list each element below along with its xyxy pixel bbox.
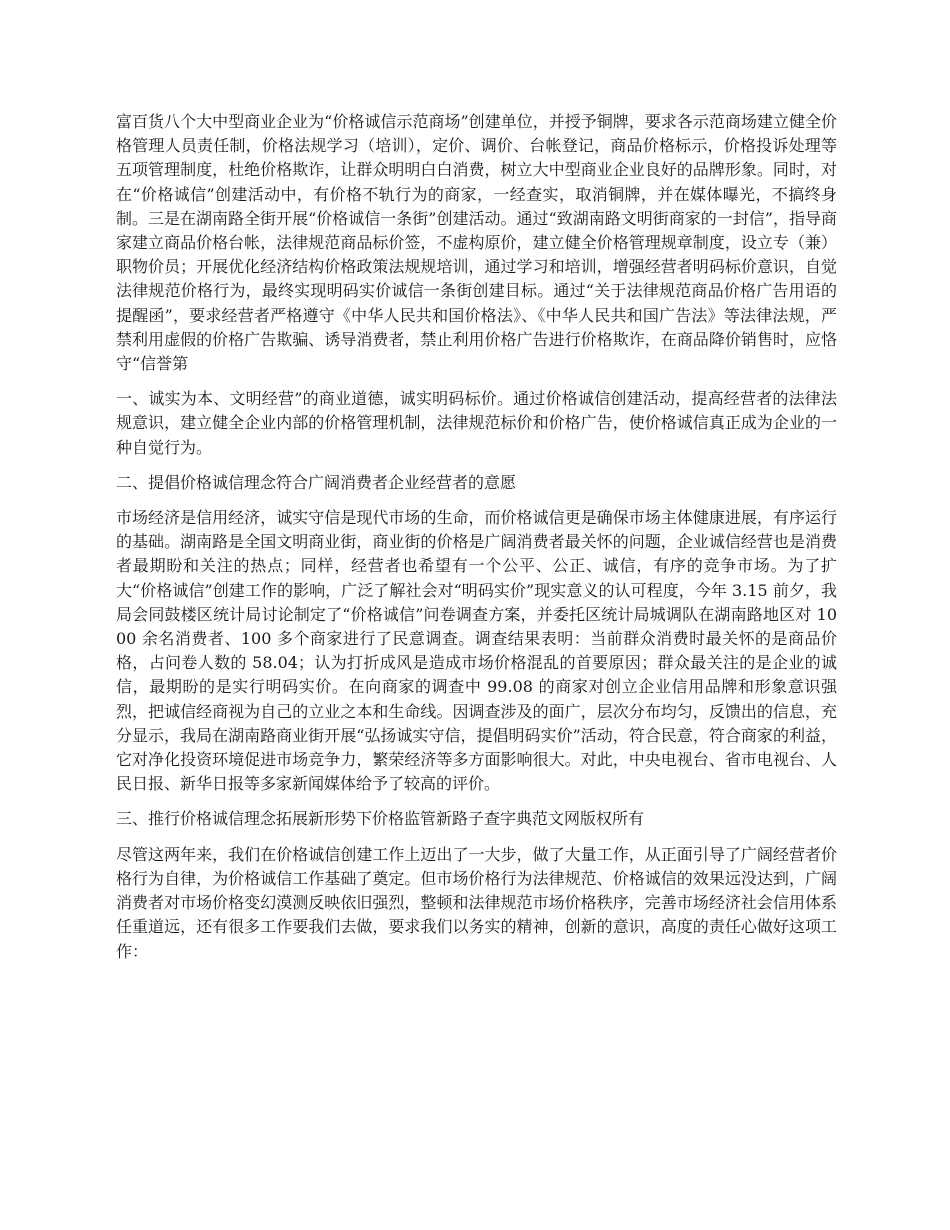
paragraph-conclusion: 尽管这两年来，我们在价格诚信创建工作上迈出了一大步，做了大量工作，从正面引导了广阔经营者价格行为自律，为价格诚信工作基础了奠定。但市场价格行为法律规范、价格诚信的效果远没达到，广阔消费者对市场价格变幻漠测反映依旧强烈，整顿和法律规范市场价格秩序，完善市场经济社会信用体系任重道远，还有很多工作要我们去做，要求我们以务实的精神，创新的意识，高度的责任心做好这项工作： [116, 844, 837, 961]
section-heading-three: 三、推行价格诚信理念拓展新形势下价格监管新路子查字典范文网版权所有 [116, 809, 645, 829]
document-body [116, 110, 837, 975]
paragraph-market-economy: 市场经济是信用经济，诚实守信是现代市场的生命，而价格诚信更是确保市场主体健康进展，有序运行的基础。湖南路是全国文明商业街，商业街的价格是广阔消费者最关怀的问题，企业诚信经营也是消费者最期盼和关注的热点；同样，经营者也希望有一个公平、公正、诚信，有序的竞争市场。为了扩大“价格诚信”创建工作的影响，广泛了解社会对“明码实价”现实意义的认可程度，今年 3.15 前夕，我局会同鼓楼区统计局讨论制定了“价格诚信”问卷调查方案，并委托区统计局城调队在湖南路地区对 1000 余名消费者、100 多个商家进行了民意调查。调查结果表明：当前群众消费时最关怀的是商品价格，占问卷人数的 58.04；认为打折成风是造成市场价格混乱的首要原因；群众最关注的是企业的诚信，最期盼的是实行明码实价。在向商家的调查中 99.08 的商家对创立企业信用品牌和形象意识强烈，把诚信经商视为自己的立业之本和生命线。因调查涉及的面广，层次分布均匀，反馈出的信息，充分显示，我局在湖南路商业街开展“弘扬诚实守信，提倡明码实价”活动，符合民意，符合商家的利益，它对净化投资环境促进市场竞争力，繁荣经济等多方面影响很大。对此，中央电视台、省市电视台、人民日报、新华日报等多家新闻媒体给予了较高的评价。 [116, 508, 837, 794]
section-heading-two: 二、提倡价格诚信理念符合广阔消费者企业经营者的意愿 [116, 472, 517, 492]
paragraph-price-integrity-demo: 富百货八个大中型商业企业为“价格诚信示范商场”创建单位，并授予铜牌，要求各示范商场建立健全价格管理人员责任制，价格法规学习（培训），定价、调价、台帐登记，商品价格标示，价格投诉处理等五项管理制度，杜绝价格欺诈，让群众明明白白消费，树立大中型商业企业良好的品牌形象。同时，对在“价格诚信”创建活动中，有价格不轨行为的商家，一经查实，取消铜牌，并在媒体曝光，不搞终身制。三是在湖南路全街开展“价格诚信一条街”创建活动。通过“致湖南路文明街商家的一封信”，指导商家建立商品价格台帐，法律规范商品标价签，不虚构原价，建立健全价格管理规章制度，设立专（兼）职物价员；开展优化经济结构价格政策法规规培训，通过学习和培训，增强经营者明码标价意识，自觉法律规范价格行为，最终实现明码实价诚信一条街创建目标。通过“关于法律规范商品价格广告用语的提醒函”，要求经营者严格遵守《中华人民共和国价格法》、《中华人民共和国广告法》等法律法规，严禁利用虚假的价格广告欺骗、诱导消费者，禁止利用价格广告进行价格欺诈，在商品降价销售时，应恪守“信誉第 [116, 112, 837, 374]
paragraph-section-one: 一、诚实为本、文明经营”的商业道德，诚实明码标价。通过价格诚信创建活动，提高经营者的法律法规意识，建立健全企业内部的价格管理机制，法律规范标价和价格广告，使价格诚信真正成为企业的一种自觉行为。 [116, 389, 837, 457]
